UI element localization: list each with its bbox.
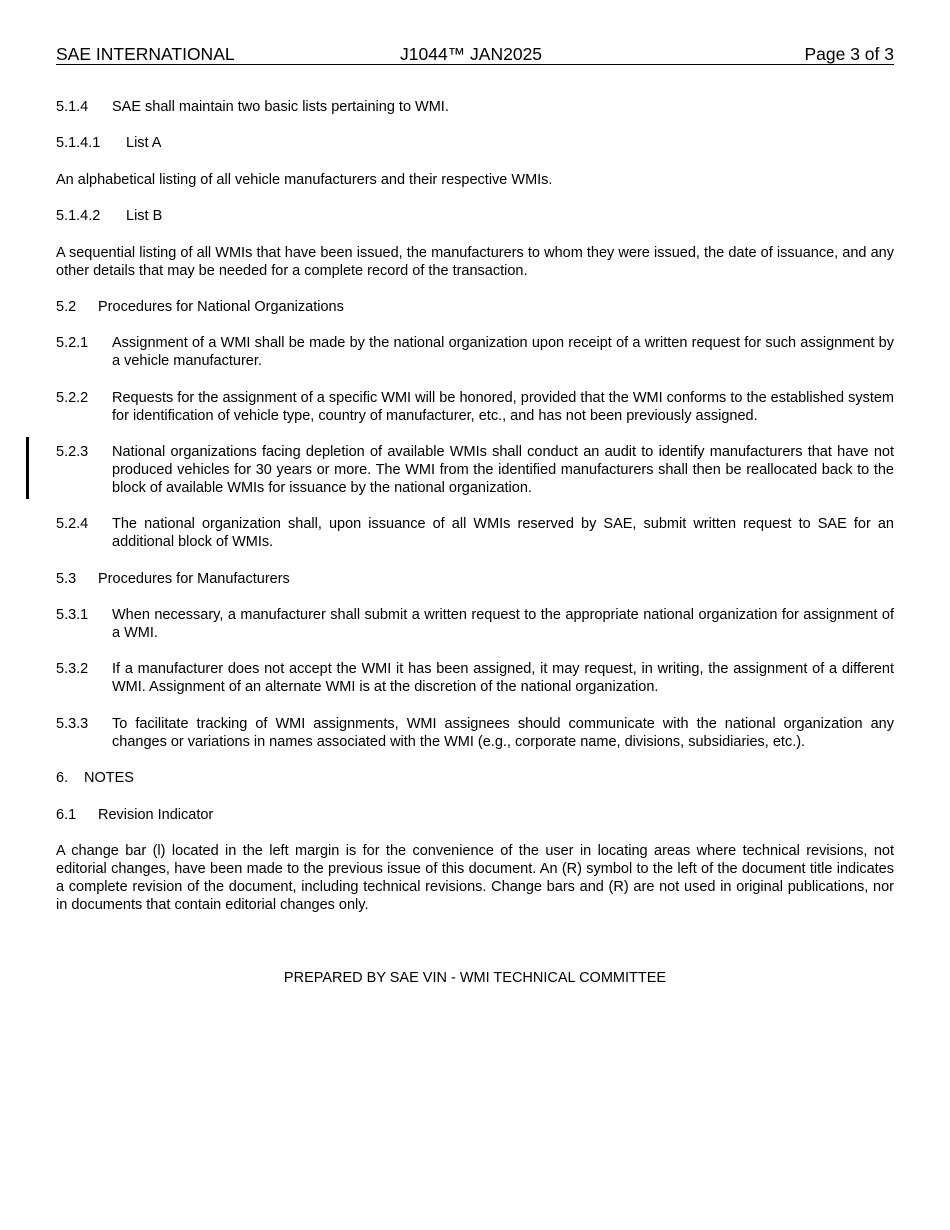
section-number-6-1: 6.1 xyxy=(56,807,77,823)
section-text-5-2-1: Assignment of a WMI shall be made by the national organization upon receipt of a written request for such assignment by a vehicle manufacturer. xyxy=(112,335,894,369)
section-text-5-1-4: SAE shall maintain two basic lists pertaining to WMI. xyxy=(112,99,449,115)
section-text-5-2-2: Requests for the assignment of a specific WMI will be honored, provided that the WMI conforms to the established system for identification of vehicle type, country of manufacturer, etc., and has not been previously assigned. xyxy=(112,390,894,424)
section-number-5-3: 5.3 xyxy=(56,571,77,587)
section-heading-manufacturers: Procedures for Manufacturers xyxy=(98,571,290,587)
section-number-5-2-3: 5.2.3 xyxy=(56,444,89,460)
section-number-5-3-2: 5.3.2 xyxy=(56,661,89,677)
section-number-5-1-4-1: 5.1.4.1 xyxy=(56,135,101,151)
header-document-id: J1044™ JAN2025 xyxy=(400,44,543,64)
section-number-5-3-1: 5.3.1 xyxy=(56,607,89,623)
section-heading-national-organizations: Procedures for National Organizations xyxy=(98,299,344,315)
section-number-5-2-4: 5.2.4 xyxy=(56,516,89,532)
section-heading-list-b: List B xyxy=(126,208,163,224)
list-a-description: An alphabetical listing of all vehicle manufacturers and their respective WMIs. xyxy=(56,172,553,188)
section-number-6: 6. xyxy=(56,770,69,786)
prepared-by-committee: PREPARED BY SAE VIN - WMI TECHNICAL COMMITTEE xyxy=(283,970,667,986)
revision-change-bar xyxy=(26,437,29,499)
section-number-5-1-4-2: 5.1.4.2 xyxy=(56,208,101,224)
section-number-5-1-4: 5.1.4 xyxy=(56,99,89,115)
header-organization: SAE INTERNATIONAL xyxy=(56,44,235,64)
section-number-5-2: 5.2 xyxy=(56,299,77,315)
section-heading-notes: NOTES xyxy=(84,770,134,786)
section-text-5-2-4: The national organization shall, upon issuance of all WMIs reserved by SAE, submit written request to SAE for an additional block of WMIs. xyxy=(112,516,894,550)
header-page-number: Page 3 of 3 xyxy=(804,44,894,64)
section-number-5-2-1: 5.2.1 xyxy=(56,335,89,351)
list-b-description: A sequential listing of all WMIs that have been issued, the manufacturers to whom they were issued, the date of issuance, and any other details that may be needed for a complete record of the transaction. xyxy=(56,245,894,279)
section-heading-revision-indicator: Revision Indicator xyxy=(98,807,214,823)
section-text-5-3-1: When necessary, a manufacturer shall submit a written request to the appropriate national organization for assignment of a WMI. xyxy=(112,607,894,641)
section-number-5-2-2: 5.2.2 xyxy=(56,390,89,406)
section-text-5-2-3: National organizations facing depletion of available WMIs shall conduct an audit to identify manufacturers that have not produced vehicles for 30 years or more. The WMI from the identified manufacturers shall then be reallocated back to the block of available WMIs for issuance by the national organization. xyxy=(112,444,894,496)
section-text-5-3-3: To facilitate tracking of WMI assignments, WMI assignees should communicate with the national organization any changes or variations in names associated with the WMI (e.g., corporate name, divisions, subsidiaries, etc.). xyxy=(112,716,894,750)
page-header xyxy=(56,43,894,65)
revision-indicator-text: A change bar (l) located in the left margin is for the convenience of the user in locating areas where technical revisions, not editorial changes, have been made to the previous issue of this document. An (R) symbol to the left of the document title indicates a complete revision of the document, including technical revisions. Change bars and (R) are not used in original publications, nor in documents that contain editorial changes only. xyxy=(56,843,894,913)
section-text-5-3-2: If a manufacturer does not accept the WMI it has been assigned, it may request, in writing, the assignment of a different WMI. Assignment of an alternate WMI is at the discretion of the national organization. xyxy=(112,661,894,695)
section-heading-list-a: List A xyxy=(126,135,162,151)
section-number-5-3-3: 5.3.3 xyxy=(56,716,89,732)
